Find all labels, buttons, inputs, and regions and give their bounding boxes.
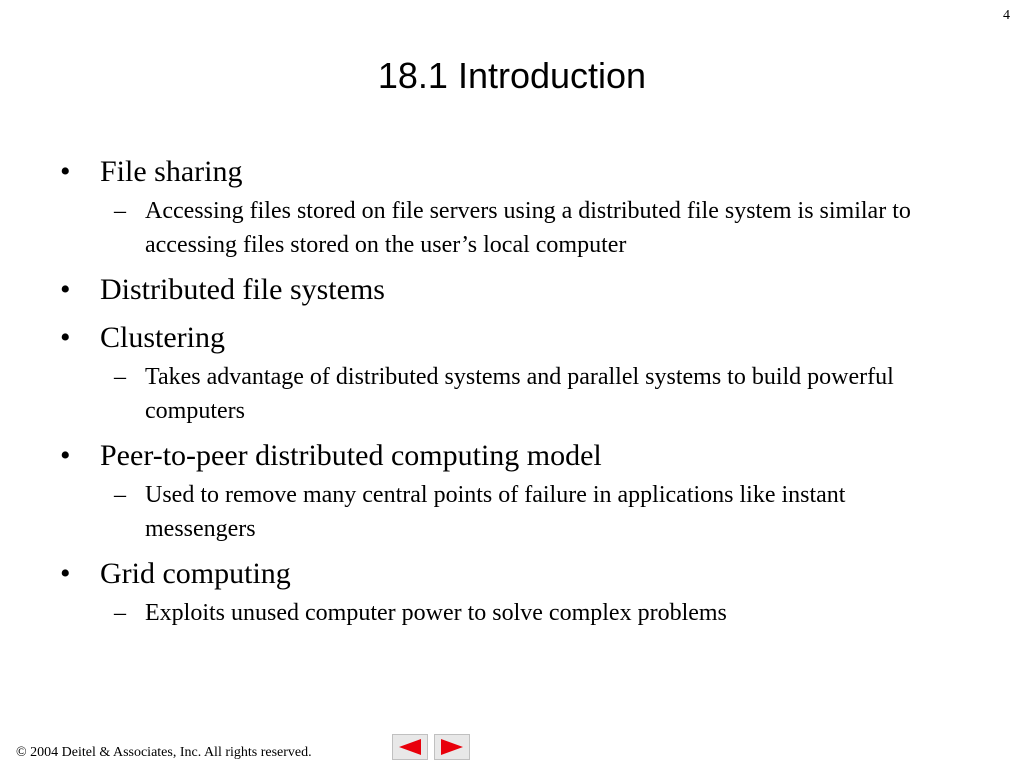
dash-marker: – (114, 600, 126, 626)
copyright-footer: © 2004 Deitel & Associates, Inc. All rights reserved. (16, 745, 312, 760)
dash-marker: – (114, 198, 126, 224)
bullet-text: Clustering (100, 321, 225, 354)
page-number: 4 (1003, 8, 1010, 23)
right-arrow-icon (439, 738, 465, 756)
bullet-marker: • (60, 439, 71, 472)
bullet-item (56, 436, 956, 476)
bullet-marker: • (60, 273, 71, 306)
sub-bullet-text: Exploits unused computer power to solve complex problems (145, 600, 727, 626)
dash-marker: – (114, 364, 126, 390)
bullet-item (56, 270, 956, 310)
bullet-text: Peer-to-peer distributed computing model (100, 439, 602, 472)
dash-marker: – (114, 482, 126, 508)
bullet-text: Grid computing (100, 557, 291, 590)
bullet-marker: • (60, 321, 71, 354)
bullet-marker: • (60, 557, 71, 590)
previous-slide-button[interactable] (392, 734, 428, 760)
sub-bullet-text: Accessing files stored on file servers using a distributed file system is similar to accessing files stored on the user’s local computer (145, 198, 911, 258)
slide-title: 18.1 Introduction (377, 55, 647, 96)
sub-bullet-text: Takes advantage of distributed systems and parallel systems to build powerful computers (145, 364, 894, 424)
sub-bullet-item (114, 596, 956, 630)
bullet-text: Distributed file systems (100, 273, 385, 306)
sub-bullet-item (114, 360, 956, 428)
bullet-item (56, 318, 956, 358)
bullet-marker: • (60, 155, 71, 188)
left-arrow-icon (397, 738, 423, 756)
sub-bullet-item (114, 478, 956, 546)
bullet-text: File sharing (100, 155, 243, 188)
bullet-list (56, 152, 956, 630)
bullet-item (56, 152, 956, 192)
next-slide-button[interactable] (434, 734, 470, 760)
sub-bullet-text: Used to remove many central points of failure in applications like instant messengers (145, 482, 846, 542)
sub-bullet-item (114, 194, 956, 262)
bullet-item (56, 554, 956, 594)
